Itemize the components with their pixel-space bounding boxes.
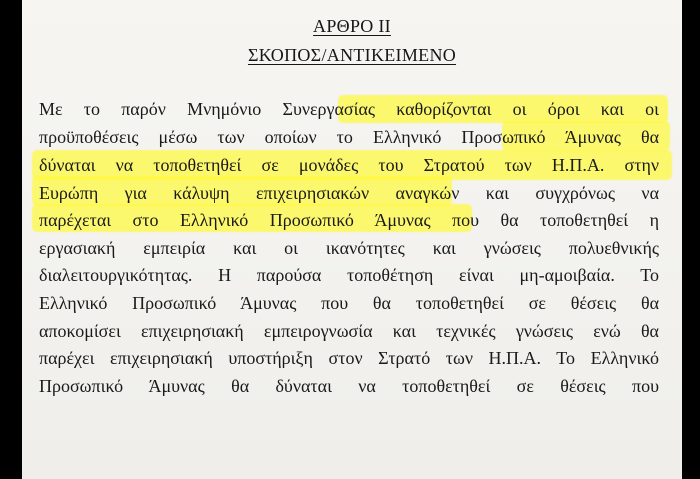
paragraph-line-7: διαλειτουργικότητας. Η παρούσα τοποθέτηση είναι μη-αμοιβαία. Το (39, 265, 659, 285)
paragraph-line-6: εργασιακή εμπειρία και οι ικανότητες και γνώσεις πολυεθνικής (39, 238, 659, 258)
article-heading: ΑΡΘΡΟ ΙΙ (313, 16, 391, 36)
article-subheading: ΣΚΟΠΟΣ/ΑΝΤΙΚΕΙΜΕΝΟ (247, 45, 457, 65)
paragraph-line-2: προϋποθέσεις μέσω των οποίων το Ελληνικό Προσωπικό Άμυνας θα (39, 127, 659, 147)
paragraph-line-5: παρέχεται στο Ελληνικό Προσωπικό Άμυνας που θα τοποθετηθεί η (39, 210, 659, 230)
paragraph-line-8: Ελληνικό Προσωπικό Άμυνας που θα τοποθετηθεί σε θέσεις θα (39, 293, 659, 313)
paragraph-line-1: Με το παρόν Μνημόνιο Συνεργασίας καθορίζονται οι όροι και οι (39, 99, 659, 119)
paragraph-line-9: αποκομίσει επιχειρησιακή εμπειρογνωσία και τεχνικές γνώσεις ενώ θα (39, 321, 659, 341)
paragraph-line-10: παρέχει επιχειρησιακή υποστήριξη στον Στρατό των Η.Π.Α. Το Ελληνικό (39, 348, 659, 368)
document-page (22, 0, 682, 479)
paragraph-line-11: Προσωπικό Άμυνας θα δύναται να τοποθετηθεί σε θέσεις που (39, 376, 659, 396)
paragraph-line-3: δύναται να τοποθετηθεί σε μονάδες του Στρατού των Η.Π.Α. στην (39, 155, 659, 175)
paragraph-line-4: Ευρώπη για κάλυψη επιχειρησιακών αναγκών και συγχρόνως να (39, 183, 659, 203)
